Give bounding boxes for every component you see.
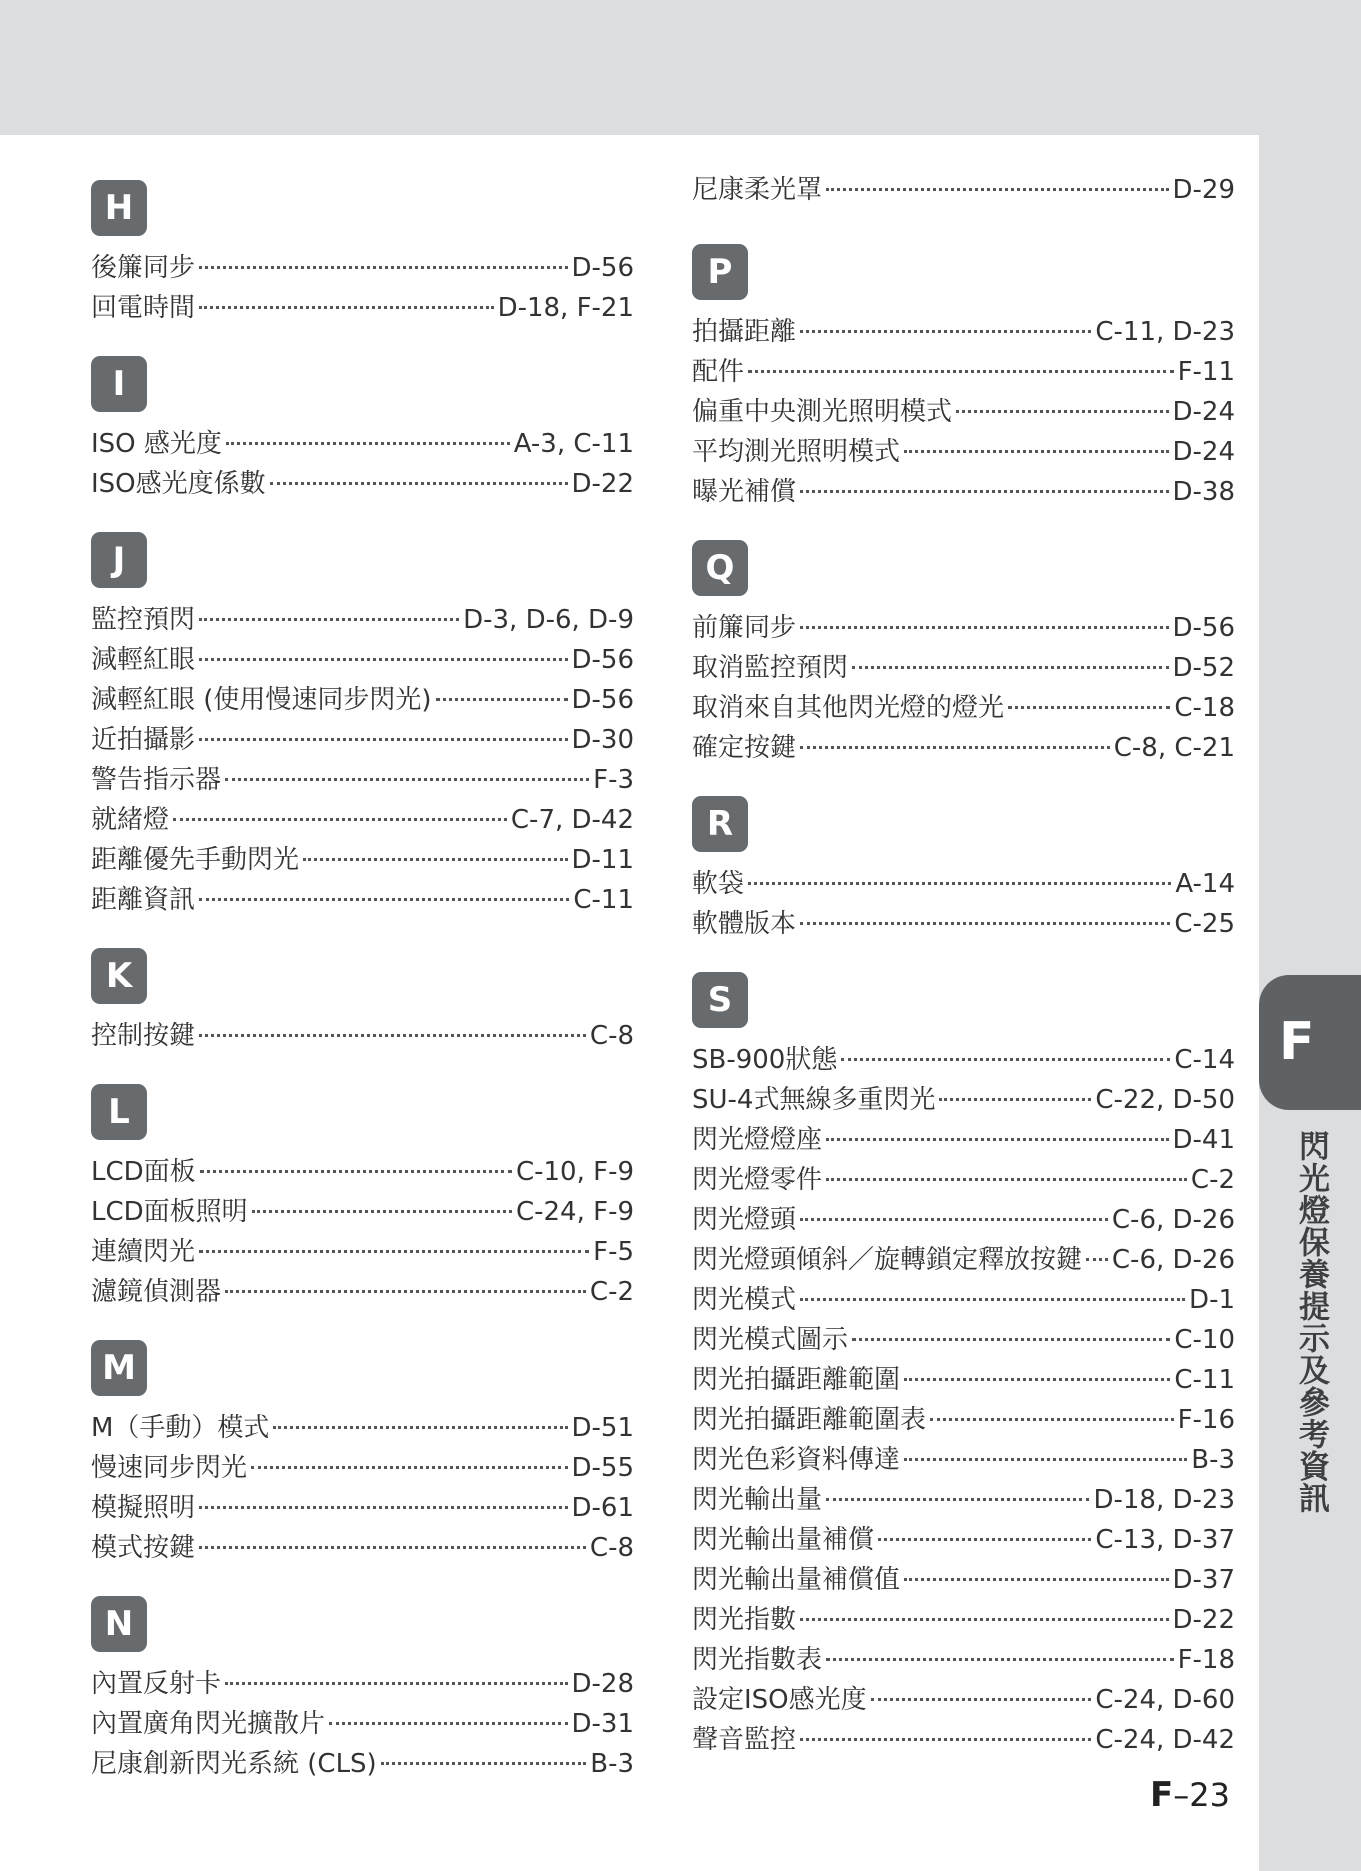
section-letter-badge: H <box>91 180 147 236</box>
index-entry <box>91 424 634 464</box>
index-page-ref: D-18, D-23 <box>1093 1485 1235 1515</box>
section-letter-badge: M <box>91 1340 147 1396</box>
index-page-ref: C-11 <box>573 885 634 915</box>
dot-leader <box>303 858 567 861</box>
section-letter-badge: L <box>91 1084 147 1140</box>
index-entry <box>692 472 1235 512</box>
index-section <box>91 1340 634 1568</box>
dot-leader <box>199 898 569 901</box>
dot-leader <box>199 306 494 309</box>
index-entry <box>91 248 634 288</box>
index-page-ref: C-10 <box>1174 1325 1235 1355</box>
page-number-separator: – <box>1173 1776 1190 1814</box>
dot-leader <box>225 1290 586 1293</box>
section-letter-badge: I <box>91 356 147 412</box>
index-page-ref: D-22 <box>1172 1605 1235 1635</box>
index-term: 後簾同步 <box>91 253 196 283</box>
index-entry <box>91 800 634 840</box>
index-entry <box>91 1232 634 1272</box>
index-page-ref: C-13, D-37 <box>1095 1525 1235 1555</box>
index-entry <box>692 1480 1235 1520</box>
section-letter-badge: K <box>91 948 147 1004</box>
dot-leader <box>800 490 1168 493</box>
dot-leader <box>800 626 1168 629</box>
dot-leader <box>871 1698 1092 1701</box>
index-section <box>91 180 634 328</box>
index-page-ref: F-11 <box>1177 357 1235 387</box>
index-page-ref: C-25 <box>1174 909 1235 939</box>
index-entry <box>692 688 1235 728</box>
top-band <box>0 0 1361 135</box>
index-entry <box>692 1320 1235 1360</box>
index-page-ref: D-29 <box>1172 175 1235 205</box>
index-entry <box>692 1520 1235 1560</box>
chapter-tab: F <box>1259 975 1361 1110</box>
index-term: 警告指示器 <box>91 765 222 795</box>
index-term: 閃光模式 <box>692 1285 797 1315</box>
index-term: 減輕紅眼 <box>91 645 196 675</box>
dot-leader <box>199 266 567 269</box>
index-page-ref: D-22 <box>571 469 634 499</box>
index-section <box>692 540 1235 768</box>
index-term: 濾鏡偵測器 <box>91 1277 222 1307</box>
index-page-ref: D-61 <box>571 1493 634 1523</box>
section-letter-badge: J <box>91 532 147 588</box>
dot-leader <box>273 1426 567 1429</box>
index-section <box>692 796 1235 944</box>
index-term: 回電時間 <box>91 293 196 323</box>
index-entry <box>91 600 634 640</box>
index-term: 閃光拍攝距離範圍表 <box>692 1405 927 1435</box>
dot-leader <box>199 1546 586 1549</box>
index-entry <box>91 880 634 920</box>
index-term: 距離優先手動閃光 <box>91 845 300 875</box>
index-page-ref: D-38 <box>1172 477 1235 507</box>
dot-leader <box>878 1538 1091 1541</box>
index-term: LCD面板 <box>91 1157 196 1187</box>
dot-leader <box>904 1578 1168 1581</box>
dot-leader <box>841 1058 1170 1061</box>
index-term: LCD面板照明 <box>91 1197 248 1227</box>
index-section <box>692 972 1235 1760</box>
index-section <box>91 948 634 1056</box>
index-entry <box>692 1240 1235 1280</box>
dot-leader <box>800 1298 1185 1301</box>
index-term: 內置廣角閃光擴散片 <box>91 1709 326 1739</box>
index-entry <box>91 1272 634 1312</box>
index-page-ref: C-24, D-60 <box>1095 1685 1235 1715</box>
index-page-ref: C-6, D-26 <box>1111 1205 1235 1235</box>
index-page-ref: D-18, F-21 <box>497 293 634 323</box>
dot-leader <box>826 188 1168 191</box>
index-term: 設定ISO感光度 <box>692 1685 867 1715</box>
dot-leader <box>800 330 1091 333</box>
dot-leader <box>930 1418 1174 1421</box>
index-page-ref: C-24, F-9 <box>515 1197 634 1227</box>
index-entry <box>692 1080 1235 1120</box>
dot-leader <box>270 482 568 485</box>
index-term: 慢速同步閃光 <box>91 1453 248 1483</box>
index-term: 尼康創新閃光系統 (CLS) <box>91 1749 377 1779</box>
index-term: SB-900狀態 <box>692 1045 838 1075</box>
index-page-ref: C-18 <box>1174 693 1235 723</box>
index-section <box>91 1084 634 1312</box>
section-letter-badge: P <box>692 244 748 300</box>
index-term: 閃光指數表 <box>692 1645 823 1675</box>
dot-leader <box>826 1658 1174 1661</box>
index-entry-list <box>91 600 634 920</box>
index-entry <box>692 1640 1235 1680</box>
page-number-letter: F <box>1150 1775 1174 1815</box>
index-entry <box>91 1192 634 1232</box>
index-entry <box>692 170 1235 210</box>
index-entry <box>91 840 634 880</box>
index-term: 控制按鍵 <box>91 1021 196 1051</box>
index-page-ref: B-3 <box>1191 1445 1235 1475</box>
index-term: 聲音監控 <box>692 1725 797 1755</box>
index-entry-list <box>692 608 1235 768</box>
dot-leader <box>173 818 507 821</box>
index-page-ref: D-52 <box>1172 653 1235 683</box>
index-page-ref: D-37 <box>1172 1565 1235 1595</box>
index-page-ref: C-7, D-42 <box>510 805 634 835</box>
index-term: 閃光指數 <box>692 1605 797 1635</box>
index-section <box>692 244 1235 512</box>
dot-leader <box>800 922 1170 925</box>
index-entry <box>692 1040 1235 1080</box>
index-entry-list <box>91 424 634 504</box>
index-page-ref: D-55 <box>571 1453 634 1483</box>
index-page-ref: C-24, D-42 <box>1095 1725 1235 1755</box>
index-page-ref: C-2 <box>589 1277 634 1307</box>
index-page-ref: C-14 <box>1174 1045 1235 1075</box>
index-entry <box>692 1200 1235 1240</box>
dot-leader <box>200 1170 512 1173</box>
index-page-ref: D-28 <box>571 1669 634 1699</box>
index-term: 距離資訊 <box>91 885 196 915</box>
index-entry <box>91 1016 634 1056</box>
dot-leader <box>226 442 510 445</box>
dot-leader <box>199 1034 586 1037</box>
index-section <box>91 1596 634 1784</box>
index-term: 軟袋 <box>692 869 745 899</box>
index-section <box>91 532 634 920</box>
index-entry-list <box>91 1152 634 1312</box>
dot-leader <box>436 698 568 701</box>
index-entry <box>91 464 634 504</box>
index-page-ref: D-3, D-6, D-9 <box>463 605 634 635</box>
index-term: 內置反射卡 <box>91 1669 222 1699</box>
index-page-ref: D-51 <box>571 1413 634 1443</box>
index-term: 配件 <box>692 357 745 387</box>
index-page-ref: D-56 <box>571 685 634 715</box>
dot-leader <box>251 1466 567 1469</box>
index-page-ref: C-22, D-50 <box>1095 1085 1235 1115</box>
index-page-ref: A-3, C-11 <box>513 429 634 459</box>
index-entry <box>91 640 634 680</box>
index-page-ref: A-14 <box>1175 869 1235 899</box>
index-term: 前簾同步 <box>692 613 797 643</box>
index-term: 平均測光照明模式 <box>692 437 901 467</box>
dot-leader <box>852 666 1168 669</box>
index-entry <box>91 1408 634 1448</box>
index-entry <box>91 1664 634 1704</box>
index-term: SU-4式無線多重閃光 <box>692 1085 936 1115</box>
index-entry <box>692 1120 1235 1160</box>
index-term: 確定按鍵 <box>692 733 797 763</box>
index-term: 閃光輸出量補償值 <box>692 1565 901 1595</box>
index-entry <box>692 1720 1235 1760</box>
index-term: 閃光輸出量補償 <box>692 1525 875 1555</box>
index-term: ISO感光度係數 <box>91 469 266 499</box>
index-entry <box>692 312 1235 352</box>
index-entry-list <box>692 1040 1235 1760</box>
dot-leader <box>329 1722 567 1725</box>
index-term: 拍攝距離 <box>692 317 797 347</box>
index-term: 近拍攝影 <box>91 725 196 755</box>
index-entry <box>91 720 634 760</box>
dot-leader <box>199 738 567 741</box>
section-letter-badge: N <box>91 1596 147 1652</box>
index-entry <box>692 1560 1235 1600</box>
index-entry <box>692 1360 1235 1400</box>
index-term: 減輕紅眼 (使用慢速同步閃光) <box>91 685 432 715</box>
index-page-ref: D-30 <box>571 725 634 755</box>
index-page-ref: C-11, D-23 <box>1095 317 1235 347</box>
index-entry <box>692 1400 1235 1440</box>
index-page-ref: C-2 <box>1190 1165 1235 1195</box>
index-term: M（手動）模式 <box>91 1413 270 1443</box>
index-term: 閃光燈零件 <box>692 1165 823 1195</box>
index-entry-list <box>692 312 1235 512</box>
index-term: 就緒燈 <box>91 805 170 835</box>
index-entry <box>692 432 1235 472</box>
index-term: 取消來自其他閃光燈的燈光 <box>692 693 1005 723</box>
dot-leader <box>800 746 1110 749</box>
dot-leader <box>904 1378 1170 1381</box>
dot-leader <box>748 370 1174 373</box>
dot-leader <box>252 1210 512 1213</box>
index-entry <box>692 392 1235 432</box>
dot-leader <box>852 1338 1170 1341</box>
dot-leader <box>1086 1258 1108 1261</box>
dot-leader <box>199 658 567 661</box>
index-term: 連續閃光 <box>91 1237 196 1267</box>
index-term: 尼康柔光罩 <box>692 175 823 205</box>
dot-leader <box>800 1618 1168 1621</box>
index-page-ref: C-10, F-9 <box>515 1157 634 1187</box>
index-entry <box>91 1704 634 1744</box>
index-term: 軟體版本 <box>692 909 797 939</box>
dot-leader <box>826 1498 1089 1501</box>
dot-leader <box>904 1458 1187 1461</box>
index-page-ref: D-56 <box>571 253 634 283</box>
dot-leader <box>904 450 1168 453</box>
index-entry <box>91 760 634 800</box>
index-entry <box>91 680 634 720</box>
dot-leader <box>199 1250 589 1253</box>
index-entry <box>692 728 1235 768</box>
index-page-ref: D-41 <box>1172 1125 1235 1155</box>
page-number-value: 23 <box>1189 1776 1230 1814</box>
index-term: 閃光輸出量 <box>692 1485 823 1515</box>
index-entry <box>692 1680 1235 1720</box>
index-page-ref: C-8 <box>589 1021 634 1051</box>
index-entry <box>692 864 1235 904</box>
index-term: 閃光燈頭 <box>692 1205 797 1235</box>
index-term: 模擬照明 <box>91 1493 196 1523</box>
index-page-ref: D-56 <box>1172 613 1235 643</box>
index-section <box>91 356 634 504</box>
index-entry <box>692 1160 1235 1200</box>
dot-leader <box>800 1218 1108 1221</box>
dot-leader <box>939 1098 1091 1101</box>
index-page-ref: C-8, C-21 <box>1113 733 1235 763</box>
index-page-ref: D-11 <box>571 845 634 875</box>
index-entry-list <box>692 864 1235 944</box>
index-page-ref: D-24 <box>1172 397 1235 427</box>
index-entry-list <box>91 1664 634 1784</box>
dot-leader <box>826 1138 1168 1141</box>
index-page-ref: D-31 <box>571 1709 634 1739</box>
index-page-ref: F-5 <box>593 1237 634 1267</box>
index-page-ref: F-16 <box>1177 1405 1235 1435</box>
index-entry-list <box>692 170 1235 210</box>
dot-leader <box>199 1506 567 1509</box>
index-entry-list <box>91 1016 634 1056</box>
index-entry <box>91 1152 634 1192</box>
index-term: 閃光模式圖示 <box>692 1325 849 1355</box>
index-page-ref: B-3 <box>590 1749 634 1779</box>
dot-leader <box>225 1682 567 1685</box>
index-entry-list <box>91 248 634 328</box>
section-letter-badge: Q <box>692 540 748 596</box>
index-term: 偏重中央測光照明模式 <box>692 397 953 427</box>
index-term: 模式按鍵 <box>91 1533 196 1563</box>
index-entry <box>91 288 634 328</box>
index-entry <box>692 648 1235 688</box>
dot-leader <box>381 1762 587 1765</box>
chapter-title: 閃光燈保養提示及參考資訊 <box>1293 1130 1329 1514</box>
index-entry <box>692 1600 1235 1640</box>
index-entry <box>91 1448 634 1488</box>
index-term: 閃光色彩資料傳達 <box>692 1445 901 1475</box>
index-section <box>692 170 1235 210</box>
index-term: 閃光拍攝距離範圍 <box>692 1365 901 1395</box>
index-entry <box>91 1488 634 1528</box>
index-term: 監控預閃 <box>91 605 196 635</box>
index-entry <box>692 1440 1235 1480</box>
index-entry <box>692 1280 1235 1320</box>
index-entry <box>91 1528 634 1568</box>
index-page-ref: D-1 <box>1189 1285 1235 1315</box>
dot-leader <box>1008 706 1170 709</box>
dot-leader <box>956 410 1168 413</box>
section-letter-badge: S <box>692 972 748 1028</box>
index-page-ref: C-6, D-26 <box>1111 1245 1235 1275</box>
index-term: 閃光燈燈座 <box>692 1125 823 1155</box>
index-entry <box>692 352 1235 392</box>
index-term: 取消監控預閃 <box>692 653 849 683</box>
index-entry <box>91 1744 634 1784</box>
index-entry-list <box>91 1408 634 1568</box>
dot-leader <box>800 1738 1091 1741</box>
index-page-ref: C-8 <box>589 1533 634 1563</box>
dot-leader <box>199 618 459 621</box>
dot-leader <box>225 778 589 781</box>
dot-leader <box>748 882 1171 885</box>
index-entry <box>692 608 1235 648</box>
index-entry <box>692 904 1235 944</box>
index-page-ref: D-24 <box>1172 437 1235 467</box>
section-letter-badge: R <box>692 796 748 852</box>
index-page-ref: D-56 <box>571 645 634 675</box>
index-term: 曝光補償 <box>692 477 797 507</box>
index-page-ref: C-11 <box>1174 1365 1235 1395</box>
index-page-ref: F-18 <box>1177 1645 1235 1675</box>
index-page-ref: F-3 <box>593 765 634 795</box>
page-number <box>1150 1775 1230 1815</box>
index-term: ISO 感光度 <box>91 429 222 459</box>
dot-leader <box>826 1178 1187 1181</box>
index-term: 閃光燈頭傾斜／旋轉鎖定釋放按鍵 <box>692 1245 1083 1275</box>
